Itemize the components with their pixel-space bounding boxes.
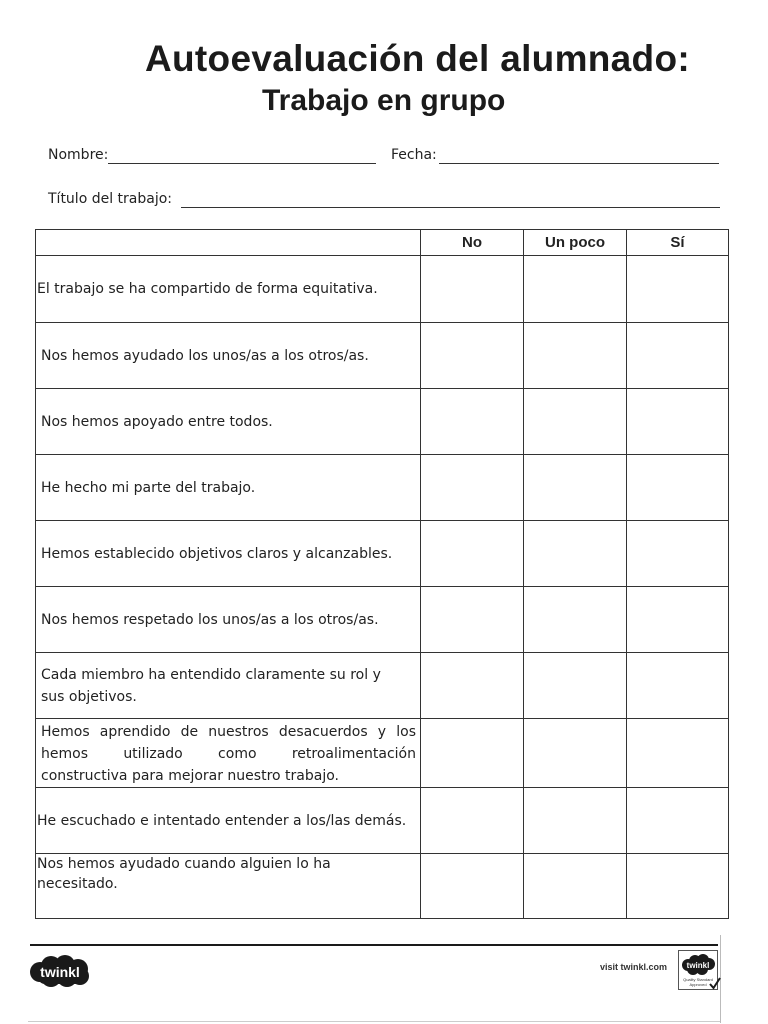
badge-line-1: Quality Standard bbox=[683, 977, 713, 982]
page-subtitle: Trabajo en grupo bbox=[262, 84, 506, 117]
statement-text-line: Nos hemos ayudado cuando alguien lo ha bbox=[37, 856, 331, 872]
visit-link[interactable]: visit twinkl.com bbox=[600, 962, 668, 972]
answer-si-cell[interactable] bbox=[627, 788, 729, 854]
statement-text-line: necesitado. bbox=[37, 876, 118, 892]
statement-text: He hecho mi parte del trabajo. bbox=[41, 479, 256, 496]
answer-si-cell[interactable] bbox=[627, 455, 729, 521]
answer-no-cell[interactable] bbox=[421, 323, 524, 389]
table-row bbox=[36, 389, 729, 455]
answer-un-poco-cell[interactable] bbox=[524, 719, 627, 788]
footer-divider bbox=[30, 944, 718, 946]
table-row bbox=[36, 653, 729, 719]
logo-text: twinkl bbox=[40, 964, 80, 980]
answer-si-cell[interactable] bbox=[627, 719, 729, 788]
answer-no-cell[interactable] bbox=[421, 389, 524, 455]
work-title-label: Título del trabajo: bbox=[48, 191, 173, 207]
column-header-statement bbox=[36, 230, 421, 256]
statement-text: He escuchado e intentado entender a los/las demás. bbox=[37, 812, 407, 829]
table-row bbox=[36, 788, 729, 854]
statement-text: Hemos establecido objetivos claros y alcanzables. bbox=[41, 545, 393, 562]
statement-cell bbox=[36, 854, 421, 919]
date-label: Fecha: bbox=[391, 147, 437, 163]
statement-text-line: Hemos aprendido de nuestros desacuerdos y los bbox=[41, 724, 416, 740]
badge-brand: twinkl bbox=[686, 961, 710, 970]
table-row bbox=[36, 719, 729, 788]
statement-cell bbox=[36, 521, 421, 587]
table-row bbox=[36, 521, 729, 587]
statement-cell bbox=[36, 719, 421, 788]
answer-un-poco-cell[interactable] bbox=[524, 389, 627, 455]
table-row bbox=[36, 455, 729, 521]
table-row bbox=[36, 323, 729, 389]
answer-si-cell[interactable] bbox=[627, 854, 729, 919]
quality-standard-badge bbox=[678, 950, 722, 992]
statement-cell bbox=[36, 323, 421, 389]
answer-no-cell[interactable] bbox=[421, 256, 524, 323]
statement-cell bbox=[36, 455, 421, 521]
statement-text: Nos hemos respetado los unos/as a los otros/as. bbox=[41, 611, 379, 628]
answer-un-poco-cell[interactable] bbox=[524, 587, 627, 653]
answer-un-poco-cell[interactable] bbox=[524, 653, 627, 719]
page-title: Autoevaluación del alumnado: bbox=[145, 38, 690, 79]
answer-si-cell[interactable] bbox=[627, 587, 729, 653]
answer-un-poco-cell[interactable] bbox=[524, 788, 627, 854]
statement-text: Nos hemos ayudado los unos/as a los otros/as. bbox=[41, 347, 369, 364]
answer-si-cell[interactable] bbox=[627, 389, 729, 455]
name-label: Nombre: bbox=[48, 147, 109, 163]
answer-no-cell[interactable] bbox=[421, 455, 524, 521]
footer-bottom-rule bbox=[28, 1021, 720, 1022]
column-header-si: Sí bbox=[627, 230, 729, 256]
statement-text-line: hemos utilizado como retroalimentación bbox=[41, 746, 416, 762]
table-row bbox=[36, 256, 729, 323]
self-evaluation-table bbox=[35, 229, 729, 919]
statement-text-line: Cada miembro ha entendido claramente su rol y bbox=[41, 666, 381, 683]
statement-text: El trabajo se ha compartido de forma equitativa. bbox=[37, 281, 378, 297]
answer-si-cell[interactable] bbox=[627, 256, 729, 323]
table-header-row bbox=[36, 230, 729, 256]
twinkl-logo[interactable] bbox=[29, 954, 91, 988]
answer-si-cell[interactable] bbox=[627, 653, 729, 719]
answer-no-cell[interactable] bbox=[421, 521, 524, 587]
statement-cell bbox=[36, 389, 421, 455]
statement-cell bbox=[36, 256, 421, 323]
answer-si-cell[interactable] bbox=[627, 521, 729, 587]
answer-si-cell[interactable] bbox=[627, 323, 729, 389]
answer-un-poco-cell[interactable] bbox=[524, 256, 627, 323]
answer-no-cell[interactable] bbox=[421, 719, 524, 788]
answer-no-cell[interactable] bbox=[421, 653, 524, 719]
statement-cell bbox=[36, 788, 421, 854]
answer-un-poco-cell[interactable] bbox=[524, 854, 627, 919]
column-header-un-poco: Un poco bbox=[524, 230, 627, 256]
answer-no-cell[interactable] bbox=[421, 587, 524, 653]
answer-un-poco-cell[interactable] bbox=[524, 455, 627, 521]
answer-un-poco-cell[interactable] bbox=[524, 323, 627, 389]
table-row bbox=[36, 587, 729, 653]
answer-un-poco-cell[interactable] bbox=[524, 521, 627, 587]
name-field-line[interactable] bbox=[108, 163, 376, 164]
table-row bbox=[36, 854, 729, 919]
badge-line-2: Approved bbox=[689, 982, 707, 987]
column-header-no: No bbox=[421, 230, 524, 256]
statement-cell bbox=[36, 587, 421, 653]
answer-no-cell[interactable] bbox=[421, 854, 524, 919]
statement-text: Nos hemos apoyado entre todos. bbox=[41, 413, 273, 430]
statement-cell bbox=[36, 653, 421, 719]
answer-no-cell[interactable] bbox=[421, 788, 524, 854]
statement-text-line: sus objetivos. bbox=[41, 688, 137, 705]
statement-text-line: constructiva para mejorar nuestro trabajo. bbox=[41, 768, 339, 784]
work-title-field-line[interactable] bbox=[181, 207, 720, 208]
date-field-line[interactable] bbox=[439, 163, 719, 164]
